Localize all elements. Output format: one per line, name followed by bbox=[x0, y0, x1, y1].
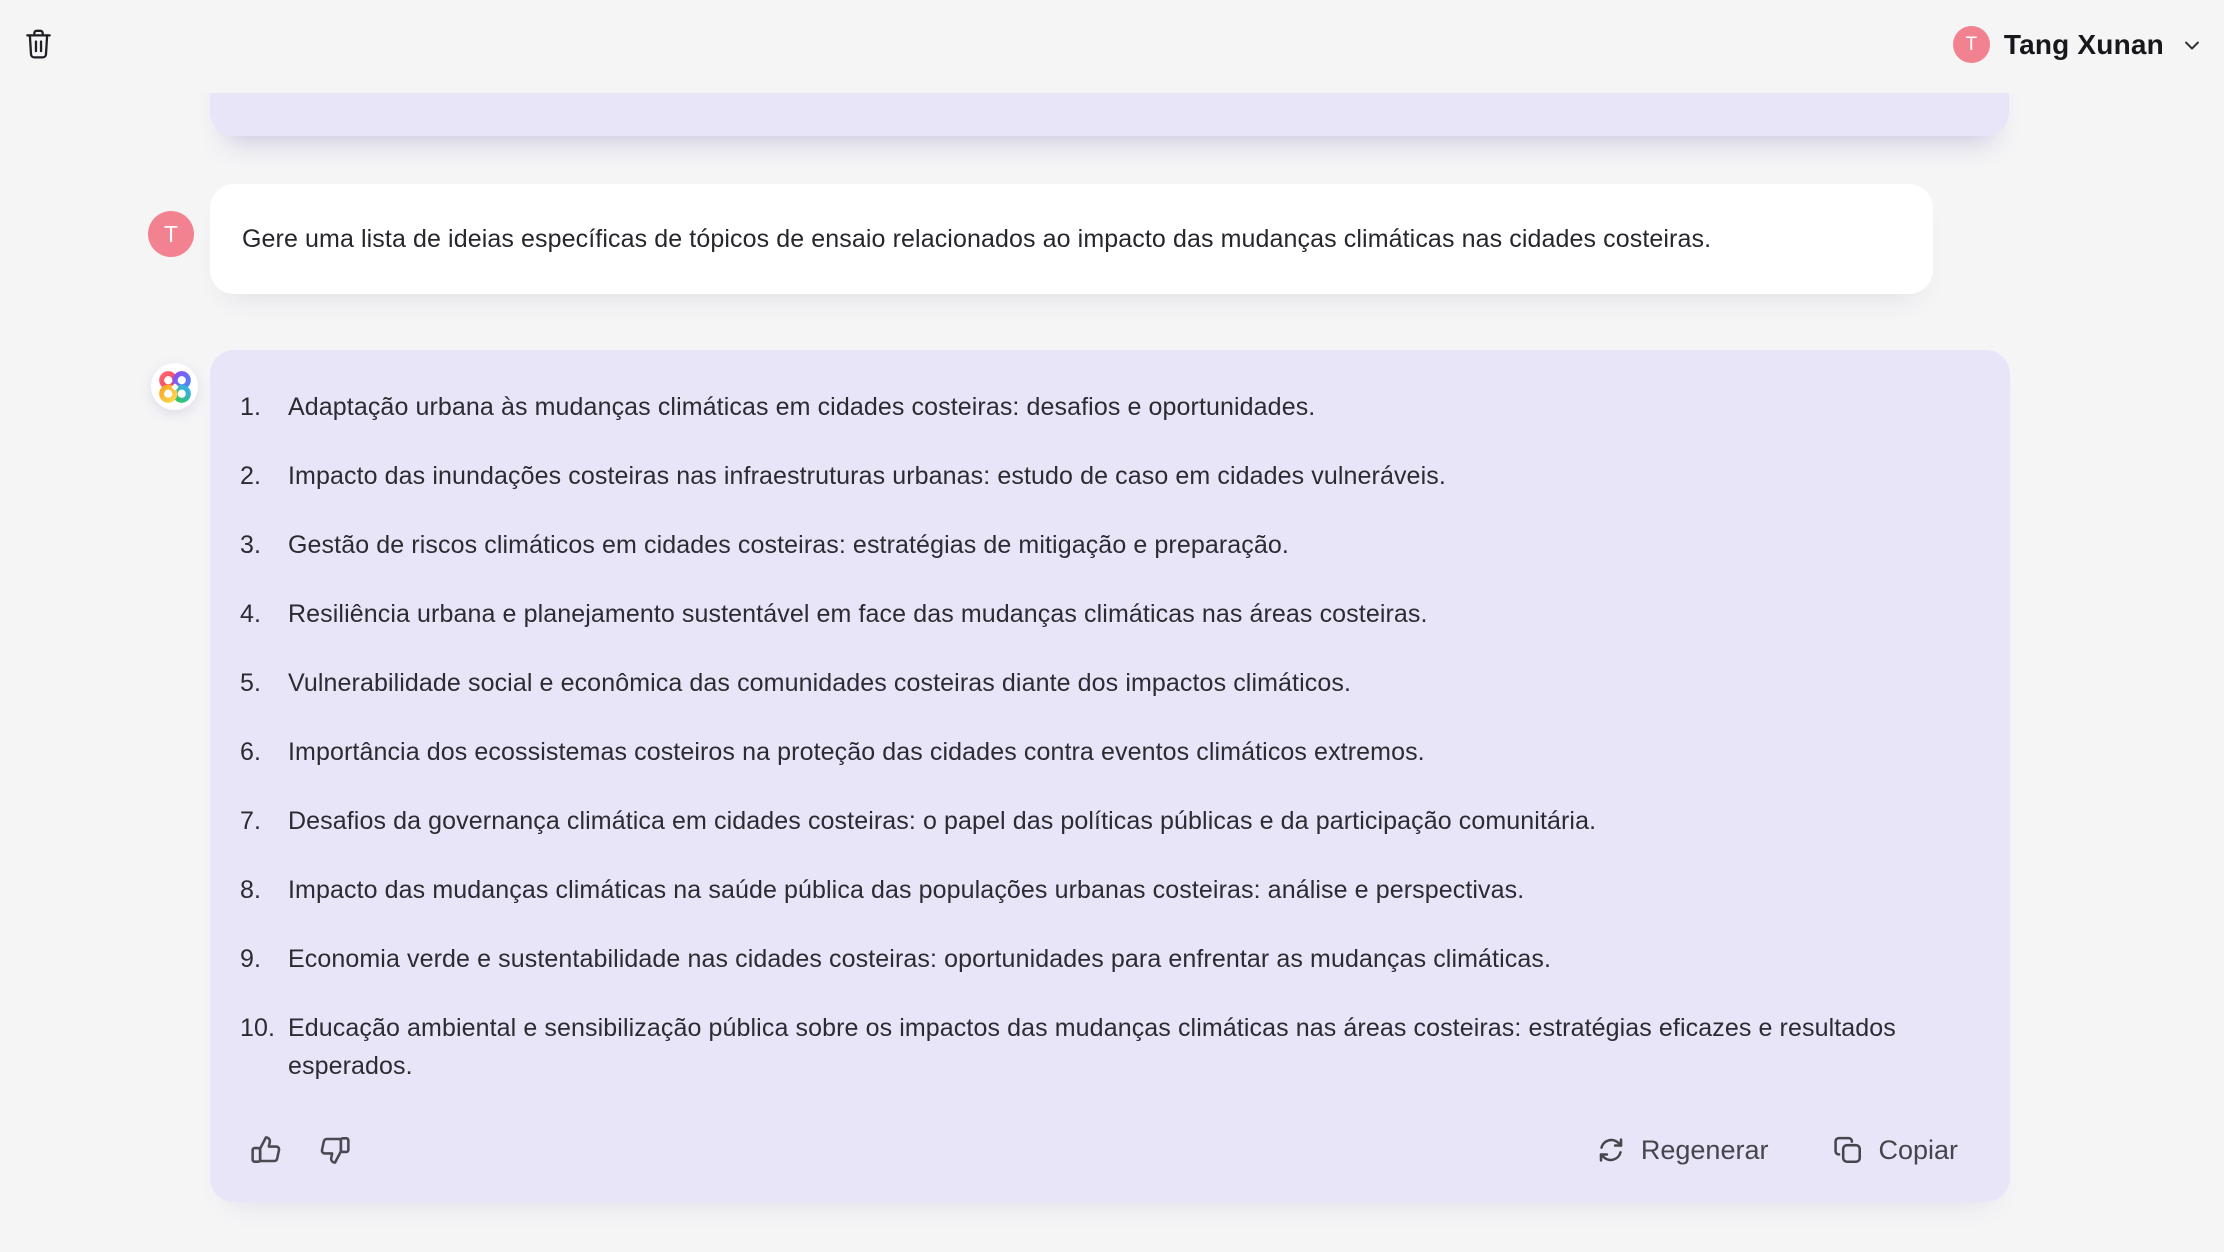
assistant-actions-row bbox=[240, 1128, 1958, 1172]
user-message-text: Gere uma lista de ideias específicas de tópicos de ensaio relacionados ao impacto das mudanças climáticas nas cidades costeiras. bbox=[242, 224, 1712, 253]
essay-topic-text: Gestão de riscos climáticos em cidades costeiras: estratégias de mitigação e preparação. bbox=[288, 531, 1289, 559]
thumbs-down-icon bbox=[317, 1132, 353, 1168]
essay-topic-item bbox=[240, 664, 1958, 702]
assistant-message-bubble bbox=[210, 350, 2010, 1202]
essay-topic-text: Vulnerabilidade social e econômica das comunidades costeiras diante dos impactos climáticos. bbox=[288, 669, 1351, 697]
thumbs-up-icon bbox=[248, 1132, 284, 1168]
essay-topic-item bbox=[240, 871, 1958, 909]
list-number: 4. bbox=[240, 600, 262, 628]
regenerate-label: Regenerar bbox=[1640, 1134, 1769, 1165]
essay-topics-list bbox=[240, 388, 1958, 1085]
response-actions bbox=[1595, 1134, 1958, 1166]
list-number: 5. bbox=[240, 669, 262, 697]
essay-topic-item bbox=[240, 733, 1958, 771]
trash-icon bbox=[23, 27, 54, 60]
essay-topic-item bbox=[240, 388, 1958, 426]
user-message-bubble bbox=[210, 184, 1933, 294]
essay-topic-item bbox=[240, 802, 1958, 840]
thumbs-up-button[interactable] bbox=[248, 1132, 284, 1168]
thumbs-down-button[interactable] bbox=[317, 1132, 353, 1168]
essay-topic-text: Importância dos ecossistemas costeiros na proteção das cidades contra eventos climáticos extremos. bbox=[288, 738, 1425, 766]
essay-topic-item bbox=[240, 457, 1958, 495]
list-number: 9. bbox=[240, 945, 262, 973]
refresh-icon bbox=[1595, 1134, 1627, 1166]
essay-topic-item bbox=[240, 595, 1958, 633]
essay-topic-item bbox=[240, 1009, 1958, 1085]
list-number: 3. bbox=[240, 531, 262, 559]
copy-label: Copiar bbox=[1878, 1134, 1958, 1165]
essay-topic-text: Desafios da governança climática em cidades costeiras: o papel das políticas públicas e da participação comunitária. bbox=[288, 807, 1597, 835]
essay-topic-text: Economia verde e sustentabilidade nas cidades costeiras: oportunidades para enfrentar as mudanças climáticas. bbox=[288, 945, 1551, 973]
ai-clover-logo-icon bbox=[157, 369, 193, 405]
essay-topic-text: Impacto das mudanças climáticas na saúde pública das populações urbanas costeiras: análise e perspectivas. bbox=[288, 876, 1525, 904]
list-number: 10. bbox=[240, 1014, 276, 1042]
list-number: 2. bbox=[240, 462, 262, 490]
list-number: 8. bbox=[240, 876, 262, 904]
copy-icon bbox=[1832, 1134, 1864, 1166]
list-number: 1. bbox=[240, 393, 262, 421]
essay-topic-text: Educação ambiental e sensibilização pública sobre os impactos das mudanças climáticas nas áreas costeiras: estratégias eficazes e resultados esperados. bbox=[288, 1014, 1896, 1080]
profile-menu[interactable] bbox=[1953, 26, 2204, 63]
assistant-avatar bbox=[151, 363, 198, 410]
list-number: 7. bbox=[240, 807, 262, 835]
essay-topic-text: Resiliência urbana e planejamento sustentável em face das mudanças climáticas nas áreas costeiras. bbox=[288, 600, 1428, 628]
essay-topic-item bbox=[240, 526, 1958, 564]
top-bar bbox=[0, 0, 2224, 93]
essay-topic-text: Adaptação urbana às mudanças climáticas em cidades costeiras: desafios e oportunidades. bbox=[288, 393, 1316, 421]
regenerate-button[interactable] bbox=[1595, 1134, 1769, 1166]
essay-topic-text: Impacto das inundações costeiras nas infraestruturas urbanas: estudo de caso em cidades vulneráveis. bbox=[288, 462, 1446, 490]
profile-name: Tang Xunan bbox=[2003, 28, 2164, 60]
chevron-down-icon bbox=[2180, 33, 2204, 57]
profile-avatar: T bbox=[1953, 26, 1990, 63]
feedback-group bbox=[248, 1132, 353, 1168]
clear-conversation-button[interactable] bbox=[16, 22, 60, 66]
list-number: 6. bbox=[240, 738, 262, 766]
user-avatar: T bbox=[148, 211, 194, 257]
essay-topic-item bbox=[240, 940, 1958, 978]
copy-button[interactable] bbox=[1832, 1134, 1958, 1166]
